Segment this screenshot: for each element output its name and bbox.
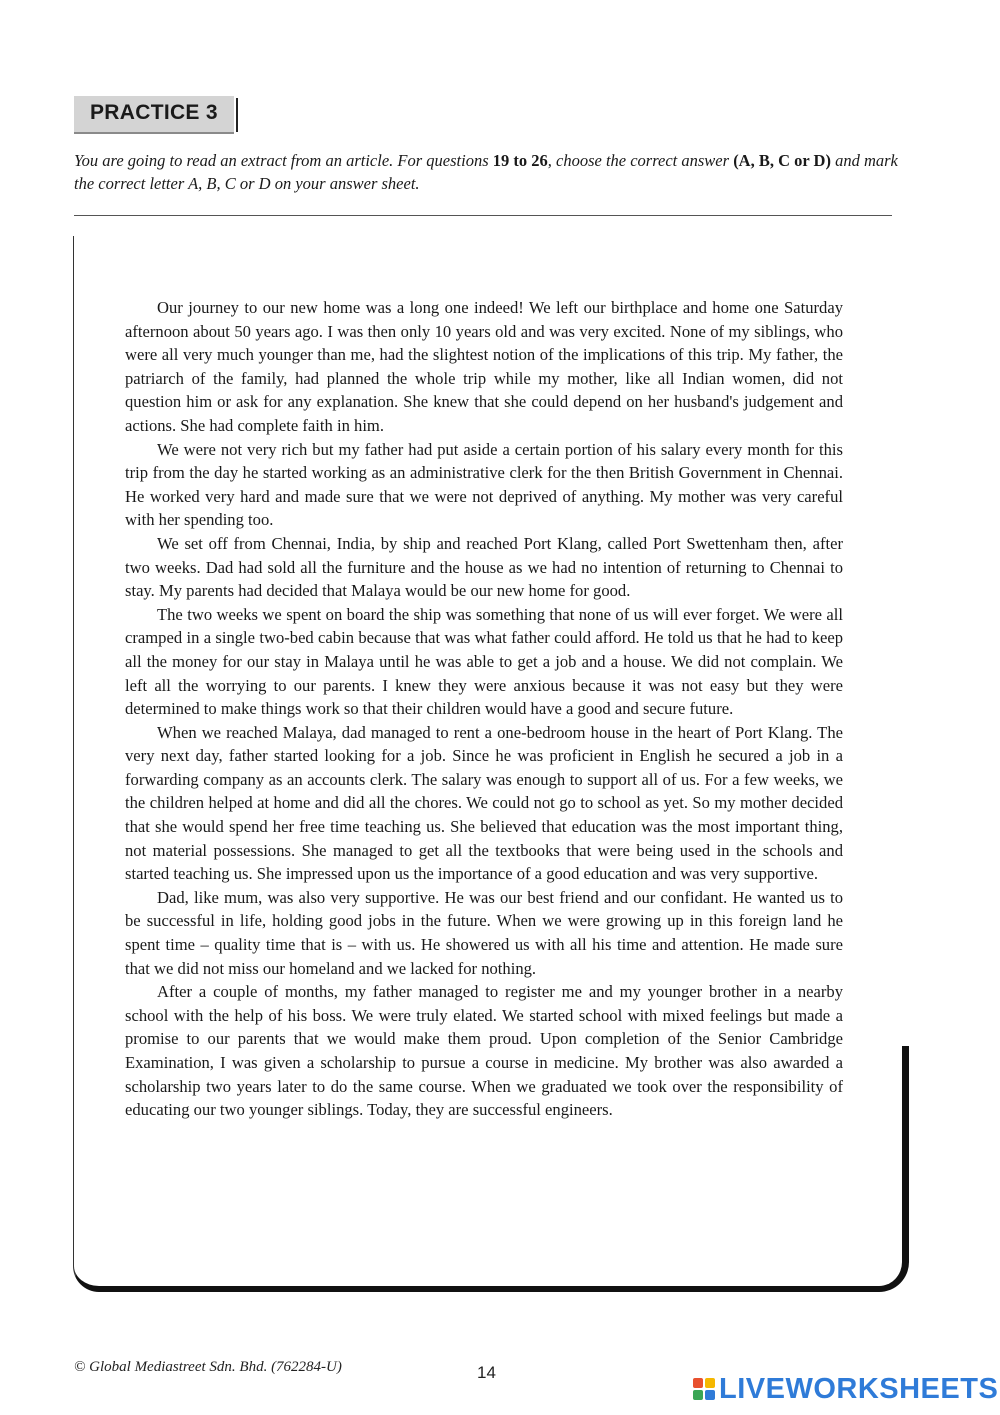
- practice-heading-divider: [236, 98, 238, 132]
- instructions-question-range: 19 to 26: [492, 151, 548, 170]
- header-rule: [74, 215, 892, 216]
- article-body: [125, 296, 843, 1122]
- logo-tile-icon: [705, 1378, 715, 1388]
- logo-tile-icon: [693, 1378, 703, 1388]
- instructions-text-2: , choose the correct answer: [547, 151, 734, 170]
- article-paragraph-2: We were not very rich but my father had put aside a certain portion of his salary every month for this trip from the day he started working as an administrative clerk for the then British Government in Chennai. He worked very hard and made sure that we were not deprived of anything. My mother was very careful with her spending too.: [125, 439, 843, 530]
- article-paragraph-5: When we reached Malaya, dad managed to rent a one-bedroom house in the heart of Port Klang. The very next day, father started looking for a job. Since he was proficient in English he secured a job in a forwarding company as an accounts clerk. The salary was enough to support all of us. For a few weeks, we the children helped at home and did all the chores. We could not go to school as yet. So my mother decided that she would spend her free time teaching us. She believed that education was the most important thing, not material possessions. She managed to get all the textbooks that were being used in the schools and started teaching us. She impressed upon us the importance of a good education and was very supportive.: [125, 722, 843, 884]
- liveworksheets-logo-text: LIVEWORKSHEETS: [719, 1373, 999, 1405]
- practice-title: PRACTICE 3: [90, 101, 218, 124]
- article-paragraph-7: After a couple of months, my father managed to register me and my younger brother in a nearby school with the help of his boss. We were truly elated. We started school with mixed feelings but made a promise to our parents that we would make them proud. Upon completion of the Senior Cambridge Examination, I was given a scholarship to pursue a course in medicine. My brother was also awarded a scholarship two years later to do the same course. When we graduated we took over the responsibility of educating our two younger siblings. Today, they are successful engineers.: [125, 982, 843, 1120]
- instructions-text-3: and mark the correct letter A, B, C or D on your answer sheet.: [74, 151, 898, 193]
- copyright-text: © Global Mediastreet Sdn. Bhd. (762284-U): [74, 1359, 342, 1375]
- page-number: 14: [477, 1363, 496, 1382]
- liveworksheets-logo-icon: [693, 1378, 715, 1400]
- article-paragraph-4: The two weeks we spent on board the ship was something that none of us will ever forget. We were all cramped in a single two-bed cabin because that was what father could afford. He told us that he had to keep all the money for our stay in Malaya until he was able to get a job and a house. We did not complain. We left all the worrying to our parents. I knew they were anxious because it was not easy but they were determined to make things work so that their children would have a good and secure future.: [125, 604, 843, 719]
- logo-tile-icon: [693, 1390, 703, 1400]
- article-paragraph-1: Our journey to our new home was a long one indeed! We left our birthplace and home one Saturday afternoon about 50 years ago. I was then only 10 years old and was very excited. None of my siblings, who were all very much younger than me, had the slightest notion of the implications of this trip. My father, the patriarch of the family, had planned the whole trip while my mother, like all Indian women, did not question him or ask for any explanation. She knew that she could depend on her husband's judgement and actions. She had complete faith in him.: [125, 298, 843, 435]
- liveworksheets-logo[interactable]: [693, 1374, 998, 1404]
- instructions: [74, 149, 914, 195]
- logo-tile-icon: [705, 1390, 715, 1400]
- article-paragraph-3: We set off from Chennai, India, by ship and reached Port Klang, called Port Swettenham then, after two weeks. Dad had sold all the furniture and the house as we had no intention of returning to Chennai to stay. My parents had decided that Malaya would be our new home for good.: [125, 533, 843, 601]
- article-paragraph-6: Dad, like mum, was also very supportive. He was our best friend and our confidant. He wanted us to be successful in life, holding good jobs in the future. When we were growing up in this foreign land he spent time – quality time that is – with us. He showered us with all his time and attention. He made sure that we did not miss our homeland and we lacked for nothing.: [125, 887, 843, 978]
- instructions-options: (A, B, C or D): [733, 151, 831, 170]
- instructions-text-1: You are going to read an extract from an article. For questions: [74, 151, 493, 170]
